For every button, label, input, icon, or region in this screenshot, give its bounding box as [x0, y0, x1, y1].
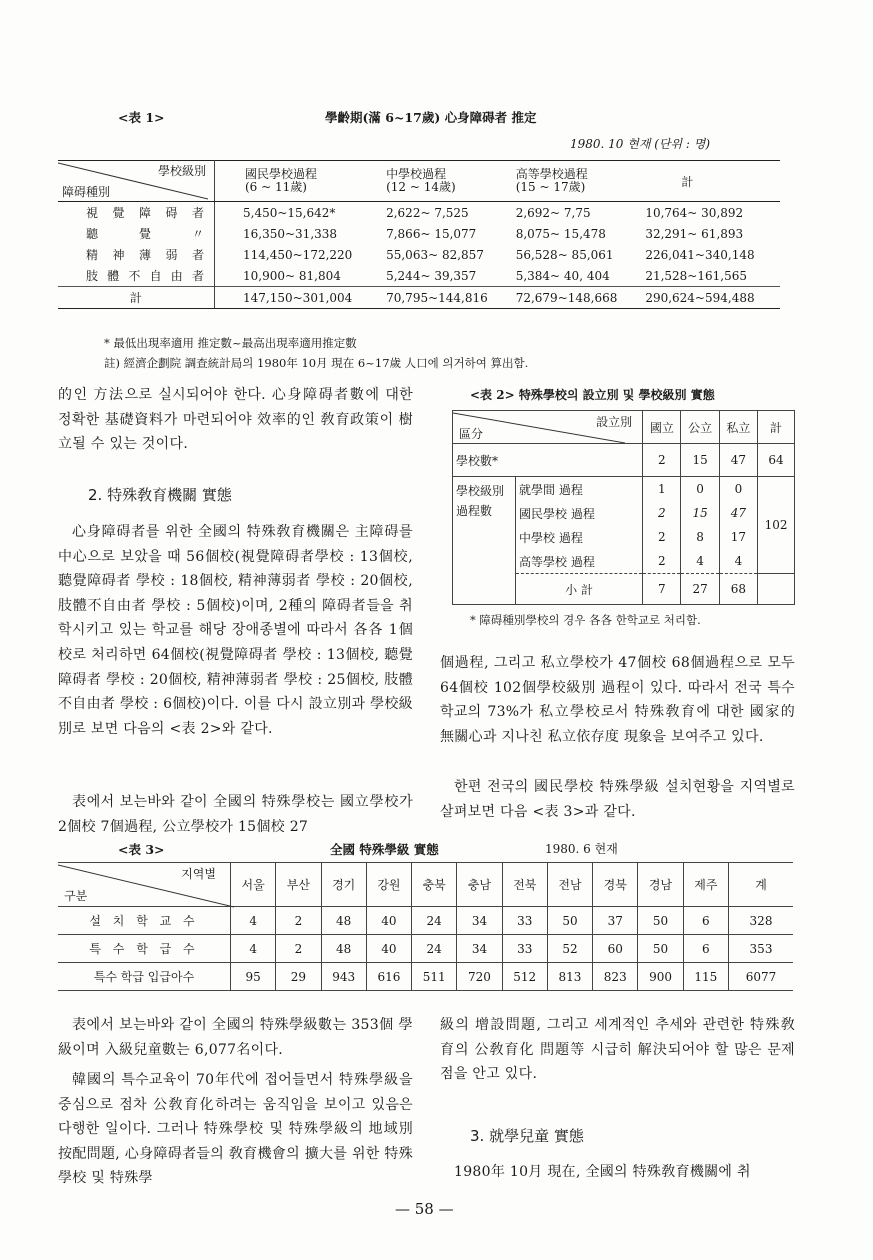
- table3-col-header: 강원: [366, 863, 411, 907]
- paragraph: 表에서 보는바와 같이 全國의 特殊學校는 國立學校가 2個校 7個過程, 公立學校가 15個校 27: [58, 794, 413, 835]
- row-label: 中學校 過程: [516, 525, 643, 549]
- table3-col-header: 전북: [502, 863, 547, 907]
- table2-note: * 障碍種別學校의 경우 各各 한학교로 처리함.: [470, 613, 701, 627]
- table-row: [58, 223, 780, 244]
- table3: [58, 862, 793, 991]
- cell: 2: [276, 935, 321, 963]
- cell: 7: [643, 574, 681, 605]
- paragraph: 心身障碍者를 위한 全國의 特殊敎育機關은 主障碍를 中心으로 보았을 때 56個校(視覺障碍者學校 : 13個校, 聽覺障碍者 學校 : 18個校, 精神薄弱者 學校 : 20個校, 肢體不自由者 學校 : 5個校)이며, 2種의 障碍者들을 취학시키고 있는 학교를 해당 장애종별에 따라서 各各 1個校로 처리하면 64個校(視覺障碍者 學校 : 13個校, 聽覺障碍者 學校 : 20個校, 精神薄弱者 學校 : 25個校, 肢體不自由者 學校 : 6個校)이다. 이를 다시 設立別과 學校級別로 보면 다음의 <表 2>와 같다.: [58, 524, 413, 737]
- cell: 6077: [729, 963, 794, 991]
- table-row: [58, 907, 793, 935]
- table3-corner-bottom: 구분: [64, 889, 88, 903]
- table3-col-header: 계: [729, 863, 794, 907]
- table3-col-header: 제주: [683, 863, 728, 907]
- table3-col-header: 충남: [457, 863, 502, 907]
- row-label: 高等學校 過程: [516, 549, 643, 574]
- table3-label: <表 3>: [118, 842, 165, 857]
- cell: 56,528~ 85,061: [515, 247, 614, 262]
- table3-corner-cell: [58, 863, 231, 907]
- section-heading: 2. 特殊敎育機關 實態: [88, 486, 232, 504]
- cell: 68: [719, 574, 757, 605]
- cell: [758, 574, 795, 605]
- cell: 70,795~144,816: [382, 287, 512, 309]
- cell: 4: [231, 935, 276, 963]
- cell: 33: [502, 907, 547, 935]
- cell: 2: [643, 525, 681, 549]
- cell: 813: [547, 963, 592, 991]
- table1-footnote: 註) 經濟企劃院 調查統計局의 1980年 10月 現在 6~17歲 人口에 의거하여 算出함.: [104, 356, 529, 370]
- row-group-label: 學校級別 過程數: [453, 477, 516, 605]
- table1-corner-cell: [58, 161, 215, 202]
- table-row: [453, 477, 795, 502]
- cell: 95: [231, 963, 276, 991]
- cell: 6: [683, 907, 728, 935]
- table1-corner-bottom: 障碍種別: [62, 185, 111, 199]
- cell: 8: [681, 525, 719, 549]
- cell: 943: [321, 963, 366, 991]
- cell: 10,764~ 30,892: [645, 205, 744, 220]
- cell: 2,622~ 7,525: [386, 205, 469, 220]
- table-row: [58, 935, 793, 963]
- cell: 32,291~ 61,893: [645, 226, 744, 241]
- cell: 226,041~340,148: [645, 247, 755, 262]
- cell: 29: [276, 963, 321, 991]
- cell: 4: [719, 549, 757, 574]
- table-row: [453, 444, 795, 477]
- cell: 40: [366, 907, 411, 935]
- table1: [58, 160, 780, 309]
- cell: 114,450~172,220: [215, 244, 383, 265]
- cell: 27: [681, 574, 719, 605]
- table3-col-header: 서울: [231, 863, 276, 907]
- table-row: [58, 202, 780, 224]
- table3-date: 1980. 6 현재: [545, 842, 618, 856]
- cell: 720: [457, 963, 502, 991]
- row-label: 視 覺 障 碍 者: [86, 206, 204, 220]
- cell: 900: [638, 963, 683, 991]
- cell: 60: [593, 935, 638, 963]
- cell: 24: [412, 935, 457, 963]
- cell: 0: [719, 477, 757, 502]
- table1-title: 學齡期(滿 6~17歲) 心身障碍者 推定: [325, 110, 537, 125]
- cell: 4: [681, 549, 719, 574]
- cell: 40: [366, 935, 411, 963]
- cell: 102: [758, 477, 795, 574]
- cell: 34: [457, 935, 502, 963]
- row-label: 특수 학급 입급아수: [58, 963, 231, 991]
- row-label: 國民學校 過程: [516, 501, 643, 525]
- cell: 47: [719, 501, 757, 525]
- cell: 50: [638, 935, 683, 963]
- table2-corner-bottom: 區分: [459, 427, 484, 441]
- row-label: 설 치 학 교 수: [58, 907, 231, 935]
- cell: 511: [412, 963, 457, 991]
- row-label: 就學間 過程: [516, 477, 643, 502]
- table2-col-header: 計: [758, 411, 795, 444]
- cell: 10,900~ 81,804: [215, 265, 383, 287]
- cell: 55,063~ 82,857: [386, 247, 484, 262]
- cell: 48: [321, 935, 366, 963]
- table3-col-header: 경기: [321, 863, 366, 907]
- row-label: 學校數*: [453, 444, 643, 477]
- cell: 2: [643, 444, 681, 477]
- table3-col-header: 부산: [276, 863, 321, 907]
- paragraph: 的인 方法으로 실시되어야 한다. 心身障碍者數에 대한 정확한 基礎資料가 마련되어야 效率的인 敎育政策이 樹立될 수 있는 것이다.: [58, 387, 413, 453]
- cell: 17: [719, 525, 757, 549]
- row-label: 특 수 학 급 수: [58, 935, 231, 963]
- paragraph: 1980年 10月 現在, 全國의 特殊敎育機關에 취: [454, 1164, 751, 1180]
- cell: 115: [683, 963, 728, 991]
- cell: 328: [729, 907, 794, 935]
- table1-note: * 最低出現率適用 推定數~最高出現率適用推定數: [104, 336, 357, 350]
- table2-corner-cell: [453, 411, 643, 444]
- section-heading: 3. 就學兒童 實態: [470, 1127, 584, 1145]
- table-row: [58, 244, 780, 265]
- cell: 6: [683, 935, 728, 963]
- cell: 48: [321, 907, 366, 935]
- table3-col-header: 경북: [593, 863, 638, 907]
- cell: 0: [681, 477, 719, 502]
- table1-col-header: 高等學校過程 (15 ~ 17歲): [512, 161, 642, 202]
- cell: 16,350~31,338: [215, 223, 383, 244]
- row-label: 聽 覺 〃: [86, 227, 204, 241]
- row-label: 精 神 薄 弱 者: [86, 248, 204, 262]
- cell: 2: [643, 549, 681, 574]
- table2: [452, 410, 795, 605]
- cell: 72,679~148,668: [512, 287, 642, 309]
- paragraph: 表에서 보는바와 같이 全國의 特殊學級數는 353個 學級이며 入級兒童數는 6,077名이다.: [58, 1017, 413, 1058]
- paragraph: 個過程, 그리고 私立學校가 47個校 68個過程으로 모두 64個校 102個學校級別 過程이 있다. 따라서 전국 특수학교의 73%가 私立學校로서 特殊敎育에 대한 國家的 無關心과 지나친 私立依存度 現象을 보여주고 있다.: [440, 655, 795, 745]
- cell: 5,384~ 40, 404: [515, 268, 610, 283]
- paragraph: 한편 전국의 國民學校 特殊學級 설치현황을 지역별로 살펴보면 다음 <表 3>과 같다.: [440, 779, 795, 820]
- table2-col-header: 國立: [643, 411, 681, 444]
- cell: 8,075~ 15,478: [515, 226, 606, 241]
- cell: 34: [457, 907, 502, 935]
- cell: 823: [593, 963, 638, 991]
- table-row: [58, 963, 793, 991]
- cell: 353: [729, 935, 794, 963]
- table-row: [58, 287, 780, 309]
- cell: 15: [681, 444, 719, 477]
- table2-col-header: 私立: [719, 411, 757, 444]
- cell: 52: [547, 935, 592, 963]
- paragraph: 韓國의 특수교육이 70年代에 접어들면서 特殊學級을 중심으로 점차 公敎育化하려는 움직임을 보이고 있음은 다행한 일이다. 그러나 特殊學校 및 特殊學級의 地域別 按配問題, 心身障碍者들의 敎育機會의 擴大를 위한 特殊學校 및 特殊學: [58, 1072, 413, 1187]
- paragraph: 級의 增設問題, 그리고 세계적인 추세와 관련한 特殊敎育의 公敎育化 問題等 시급히 解決되어야 할 많은 문제점을 안고 있다.: [440, 1017, 795, 1083]
- cell: 5,450~15,642*: [215, 202, 383, 224]
- cell: 147,150~301,004: [215, 287, 383, 309]
- cell: 64: [758, 444, 795, 477]
- cell: 15: [681, 501, 719, 525]
- cell: 50: [547, 907, 592, 935]
- cell: 33: [502, 935, 547, 963]
- cell: 7,866~ 15,077: [386, 226, 477, 241]
- table1-col-header: 中學校過程 (12 ~ 14歲): [382, 161, 512, 202]
- table3-corner-top: 지역별: [181, 867, 216, 881]
- table2-title: <表 2> 特殊學校의 設立別 및 學校級別 實態: [470, 388, 715, 402]
- cell: 5,244~ 39,357: [386, 268, 477, 283]
- table3-col-header: 충북: [412, 863, 457, 907]
- cell: 2: [643, 501, 681, 525]
- table1-label: <表 1>: [118, 110, 165, 125]
- cell: 21,528~161,565: [645, 268, 747, 283]
- cell: 290,624~594,488: [641, 287, 780, 309]
- row-label: 計: [58, 287, 215, 309]
- table3-col-header: 전남: [547, 863, 592, 907]
- table-row: [58, 265, 780, 287]
- cell: 2,692~ 7,75: [515, 205, 591, 220]
- table1-col-header: 國民學校過程 (6 ~ 11歲): [215, 161, 383, 202]
- row-label: 小 計: [516, 574, 643, 605]
- cell: 37: [593, 907, 638, 935]
- page-number: — 58 —: [395, 1200, 454, 1218]
- cell: 4: [231, 907, 276, 935]
- cell: 24: [412, 907, 457, 935]
- cell: 2: [276, 907, 321, 935]
- row-label: 肢體不自由者: [86, 269, 204, 283]
- table3-col-header: 경남: [638, 863, 683, 907]
- cell: 616: [366, 963, 411, 991]
- table1-col-header: 計: [641, 161, 780, 202]
- table2-col-header: 公立: [681, 411, 719, 444]
- table2-corner-top: 設立別: [596, 415, 633, 429]
- cell: 512: [502, 963, 547, 991]
- cell: 50: [638, 907, 683, 935]
- cell: 1: [643, 477, 681, 502]
- table3-title: 全國 特殊學級 實態: [330, 842, 439, 857]
- cell: 47: [719, 444, 757, 477]
- table1-date: 1980. 10 현재 (단위 : 명): [570, 137, 711, 151]
- table1-corner-top: 學校級別: [157, 164, 206, 178]
